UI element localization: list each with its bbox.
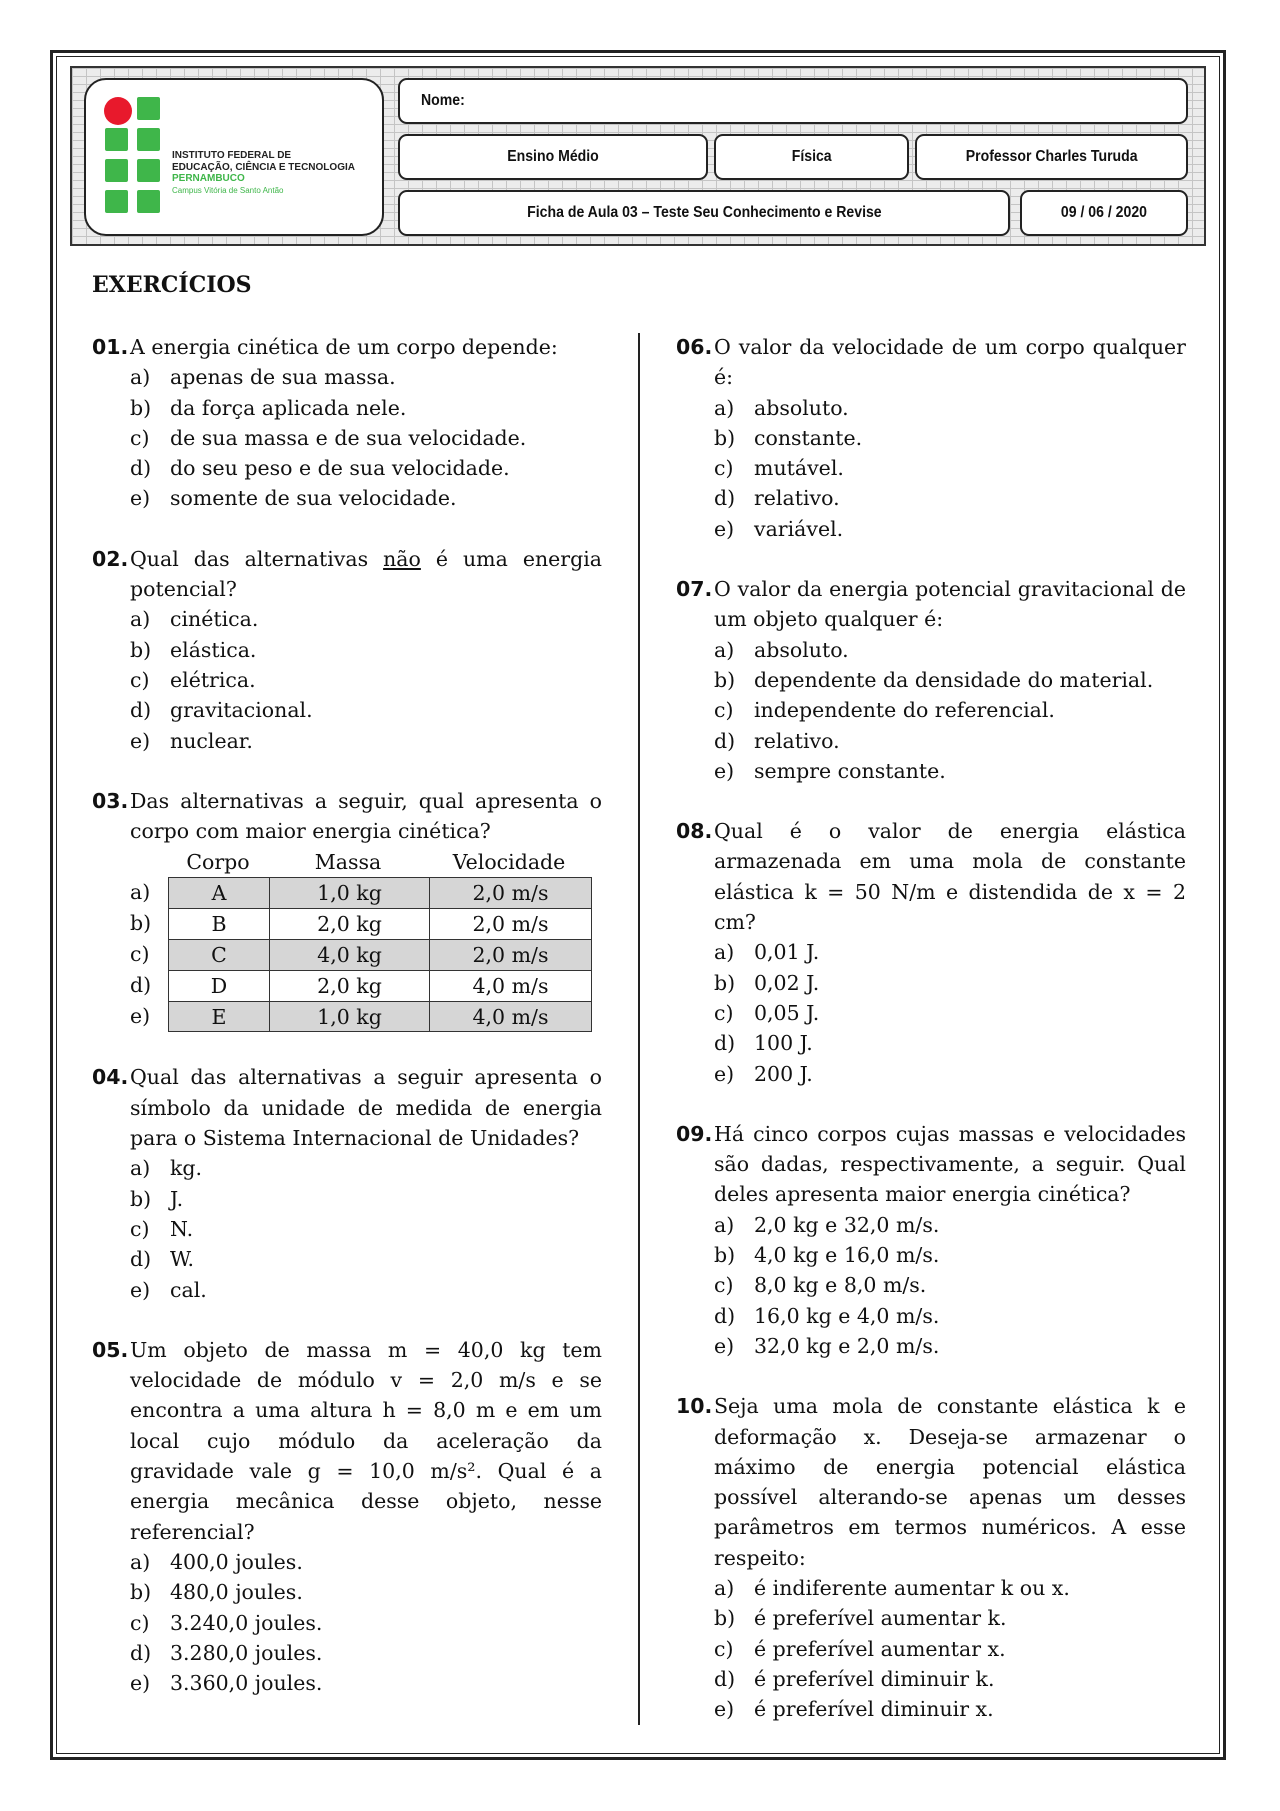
table-cell: A [211, 881, 227, 906]
question-text-pre: Qual das alternativas [130, 546, 384, 571]
logo-line-3: PERNAMBUCO [172, 173, 245, 184]
table-cell: 2,0 m/s [429, 909, 591, 939]
option-text: 200 J. [754, 1061, 813, 1086]
question-text: O valor da energia potencial gravitacional de um objeto qualquer é: [714, 577, 1186, 632]
option-text: 0,01 J. [754, 940, 820, 965]
option-text: 3.360,0 joules. [170, 1671, 323, 1696]
option-text: 4,0 kg e 16,0 m/s. [754, 1243, 940, 1268]
column-header: Velocidade [452, 850, 566, 875]
option[interactable] [130, 1153, 602, 1183]
table-cell: 2,0 kg [269, 909, 429, 939]
question-number: 01. [92, 335, 129, 359]
question-text: A energia cinética de um corpo depende: [130, 335, 558, 359]
option[interactable] [130, 1275, 602, 1305]
table-cell: 1,0 kg [269, 1002, 429, 1031]
right-column [676, 332, 1186, 1754]
option-letter: b) [714, 425, 736, 450]
option-text: dependente da densidade do material. [754, 667, 1154, 692]
name-label: Nome: [420, 92, 465, 109]
option[interactable] [130, 635, 602, 665]
bodies-table [130, 846, 602, 1032]
option-letter: e) [130, 486, 151, 511]
option-letter: a) [714, 1575, 735, 1600]
option[interactable] [130, 1577, 602, 1607]
option-letter: c) [130, 425, 150, 450]
question-number: 09. [676, 1121, 713, 1146]
question-number: 04. [92, 1065, 129, 1090]
question-10 [676, 1391, 1186, 1724]
option-letter: e) [130, 1671, 151, 1696]
option-text: 0,02 J. [754, 970, 820, 995]
option-text: da força aplicada nele. [170, 395, 407, 420]
option-letter: d) [130, 456, 152, 481]
logo-red-dot [104, 97, 132, 125]
option-letter: b) [130, 1186, 152, 1211]
logo-green-square [105, 190, 128, 213]
question-text: Um objeto de massa m = 40,0 kg tem velocidade de módulo v = 2,0 m/s e se encontra a uma altura h = 8,0 m e em um local cujo módulo da aceleração da gravidade vale g = 10,0 m/s². Qual é a energia mecânica desse objeto, nesse referencial? [130, 1337, 602, 1544]
option-letter: a) [714, 637, 735, 662]
question-text: O valor da velocidade de um corpo qualquer é: [714, 335, 1186, 390]
option-text: elástica. [170, 637, 257, 662]
option-text: é preferível diminuir k. [754, 1666, 995, 1691]
option-letter: c) [714, 456, 734, 481]
row-letter: d) [130, 973, 152, 998]
option[interactable] [130, 1214, 602, 1244]
option[interactable] [130, 362, 602, 392]
option-letter: e) [714, 1061, 735, 1086]
option-letter: c) [714, 698, 734, 723]
table-header [130, 846, 602, 877]
option-text: constante. [754, 425, 863, 450]
option[interactable] [714, 695, 1186, 725]
question-number: 05. [92, 1337, 129, 1362]
option-letter: b) [130, 1580, 152, 1605]
option[interactable] [714, 968, 1186, 998]
option-letter: e) [130, 1277, 151, 1302]
option[interactable] [714, 483, 1186, 513]
question-05 [92, 1335, 602, 1699]
option-text: 0,05 J. [754, 1000, 820, 1025]
left-column [92, 332, 602, 1728]
option[interactable] [714, 937, 1186, 967]
question-08 [676, 816, 1186, 1089]
option-letter: a) [714, 395, 735, 420]
logo-green-square [137, 128, 160, 151]
option-text: do seu peso e de sua velocidade. [170, 456, 510, 481]
option[interactable] [714, 756, 1186, 786]
option-text: é preferível diminuir x. [754, 1697, 994, 1722]
option-letter: c) [130, 1216, 150, 1241]
option-text: relativo. [754, 728, 840, 753]
question-text-post: é uma energia potencial? [130, 546, 602, 602]
option-text: é preferível aumentar k. [754, 1606, 1007, 1631]
row-letter: e) [130, 1004, 151, 1029]
table-cell: 2,0 kg [269, 971, 429, 1001]
question-06 [676, 332, 1186, 544]
option-text: 3.280,0 joules. [170, 1640, 323, 1665]
option-text: absoluto. [754, 637, 849, 662]
question-text-underlined: não [383, 546, 421, 571]
logo-line-4: Campus Vitória de Santo Antão [172, 185, 284, 195]
column-divider [638, 333, 640, 1725]
question-03 [92, 786, 602, 1033]
option[interactable] [130, 726, 602, 756]
option[interactable] [130, 1608, 602, 1638]
question-number: 06. [676, 335, 713, 359]
table-cell: C [211, 943, 227, 968]
option[interactable] [130, 1244, 602, 1274]
option-text: 480,0 joules. [170, 1580, 303, 1605]
table-cell: B [211, 912, 227, 937]
option[interactable] [130, 453, 602, 483]
option-text: sempre constante. [754, 758, 946, 783]
option-text: nuclear. [170, 728, 253, 753]
table-cell: 4,0 m/s [429, 1002, 591, 1031]
option-text: cinética. [170, 607, 259, 632]
option-text: de sua massa e de sua velocidade. [170, 425, 527, 450]
option[interactable] [130, 604, 602, 634]
table-row[interactable] [130, 970, 602, 1001]
option[interactable] [714, 1270, 1186, 1300]
table-cell: 2,0 m/s [429, 940, 591, 970]
option-letter: d) [130, 1247, 152, 1272]
option[interactable] [714, 1210, 1186, 1240]
teacher-box [915, 134, 1188, 180]
row-letter: a) [130, 880, 151, 905]
option[interactable] [714, 1301, 1186, 1331]
option-letter: d) [130, 1640, 152, 1665]
question-01 [92, 332, 602, 514]
table-cell: E [211, 1005, 227, 1030]
question-04 [92, 1062, 602, 1304]
option-letter: c) [714, 1636, 734, 1661]
logo-text [172, 150, 355, 196]
name-field[interactable] [398, 78, 1188, 124]
option[interactable] [714, 423, 1186, 453]
row-letter: b) [130, 911, 152, 936]
row-letter: c) [130, 942, 150, 967]
logo-green-square [137, 97, 160, 120]
option[interactable] [714, 1240, 1186, 1270]
level-box [398, 134, 708, 180]
question-number: 03. [92, 788, 129, 813]
option[interactable] [714, 1664, 1186, 1694]
option-text: elétrica. [170, 667, 256, 692]
subject-label: Física [791, 148, 832, 165]
question-text: Há cinco corpos cujas massas e velocidades são dadas, respectivamente, a seguir. Qual deles apresenta maior energia cinética? [714, 1121, 1186, 1207]
option-letter: e) [714, 516, 735, 541]
section-title: EXERCÍCIOS [92, 272, 252, 298]
question-02 [92, 544, 602, 756]
option-letter: d) [714, 486, 736, 511]
option-letter: b) [714, 667, 736, 692]
option-letter: b) [714, 970, 736, 995]
option-text: é indiferente aumentar k ou x. [754, 1575, 1070, 1600]
question-number: 02. [92, 546, 129, 571]
option-letter: a) [130, 1549, 151, 1574]
option[interactable] [714, 726, 1186, 756]
question-number: 10. [676, 1394, 713, 1419]
table-cell: 1,0 kg [269, 878, 429, 908]
logo-green-square [105, 128, 128, 151]
question-number: 08. [676, 819, 713, 844]
option[interactable] [714, 998, 1186, 1028]
table-cell: 4,0 m/s [429, 971, 591, 1001]
question-text: Das alternativas a seguir, qual apresenta o corpo com maior energia cinética? [130, 788, 602, 844]
option[interactable] [714, 1694, 1186, 1724]
option[interactable] [130, 695, 602, 725]
column-header: Massa [314, 850, 382, 875]
question-text [130, 544, 602, 605]
option[interactable] [714, 1603, 1186, 1633]
option-letter: c) [714, 1273, 734, 1298]
option[interactable] [714, 393, 1186, 423]
table-cell: D [210, 974, 228, 999]
option-letter: d) [130, 698, 152, 723]
option-text: 16,0 kg e 4,0 m/s. [754, 1303, 940, 1328]
option-text: J. [170, 1186, 184, 1211]
option[interactable] [714, 453, 1186, 483]
table-cell: 2,0 m/s [429, 878, 591, 908]
option[interactable] [130, 423, 602, 453]
option-text: W. [170, 1247, 195, 1272]
option-letter: a) [130, 365, 151, 390]
option-text: N. [170, 1216, 194, 1241]
question-text: Seja uma mola de constante elástica k e deformação x. Deseja-se armazenar o máximo de energia potencial elástica possível alterando-se apenas um desses parâmetros em termos numéricos. A esse respeito: [714, 1394, 1186, 1570]
option-letter: b) [714, 1243, 736, 1268]
institution-logo [84, 78, 384, 236]
option-text: é preferível aumentar x. [754, 1636, 1006, 1661]
option[interactable] [714, 1059, 1186, 1089]
option-text: gravitacional. [170, 698, 313, 723]
option-text: relativo. [754, 486, 840, 511]
option-letter: e) [714, 758, 735, 783]
option[interactable] [130, 483, 602, 513]
option-letter: e) [130, 728, 151, 753]
option[interactable] [714, 1573, 1186, 1603]
option[interactable] [130, 1668, 602, 1698]
option-letter: c) [130, 667, 150, 692]
option-letter: b) [130, 637, 152, 662]
question-09 [676, 1119, 1186, 1361]
option-text: 32,0 kg e 2,0 m/s. [754, 1333, 940, 1358]
option-letter: c) [130, 1610, 150, 1635]
option-letter: b) [130, 395, 152, 420]
logo-line-2: EDUCAÇÃO, CIÊNCIA E TECNOLOGIA [172, 161, 355, 173]
date-box [1020, 190, 1188, 236]
table-row[interactable] [130, 939, 602, 970]
option-text: 400,0 joules. [170, 1549, 303, 1574]
option[interactable] [130, 665, 602, 695]
logo-green-square [105, 159, 128, 182]
option-letter: d) [714, 1303, 736, 1328]
option-letter: d) [714, 728, 736, 753]
option-text: kg. [170, 1156, 203, 1181]
question-text: Qual é o valor de energia elástica armazenada em uma mola de constante elástica k = 50 N/m e distendida de x = 2 cm? [714, 819, 1186, 935]
option[interactable] [714, 1331, 1186, 1361]
logo-green-square [137, 190, 160, 213]
sheet-title-box [398, 190, 1010, 236]
column-header: Corpo [186, 850, 250, 875]
option[interactable] [714, 1634, 1186, 1664]
option-letter: b) [714, 1606, 736, 1631]
option-text: 8,0 kg e 8,0 m/s. [754, 1273, 927, 1298]
table-row[interactable] [130, 877, 602, 908]
option-letter: e) [714, 1697, 735, 1722]
option-text: 2,0 kg e 32,0 m/s. [754, 1212, 940, 1237]
question-number: 07. [676, 577, 713, 602]
sheet-title: Ficha de Aula 03 – Teste Seu Conhecimento e Revise [526, 204, 882, 221]
option-letter: a) [130, 607, 151, 632]
option-text: cal. [170, 1277, 207, 1302]
question-07 [676, 574, 1186, 786]
option-letter: a) [714, 940, 735, 965]
option-letter: a) [130, 1156, 151, 1181]
option[interactable] [714, 665, 1186, 695]
option[interactable] [130, 1547, 602, 1577]
option-letter: d) [714, 1666, 736, 1691]
option-text: apenas de sua massa. [170, 365, 396, 390]
option-text: somente de sua velocidade. [170, 486, 457, 511]
option[interactable] [714, 635, 1186, 665]
option-letter: e) [714, 1333, 735, 1358]
option-text: mutável. [754, 456, 844, 481]
option[interactable] [130, 393, 602, 423]
table-row[interactable] [130, 908, 602, 939]
subject-box [714, 134, 909, 180]
option-letter: c) [714, 1000, 734, 1025]
option-text: independente do referencial. [754, 698, 1055, 723]
logo-green-square [137, 159, 160, 182]
option-letter: a) [714, 1212, 735, 1237]
logo-line-1: INSTITUTO FEDERAL DE [172, 150, 292, 161]
option-text: absoluto. [754, 395, 849, 420]
table-cell: 4,0 kg [269, 940, 429, 970]
option-letter: d) [714, 1031, 736, 1056]
option[interactable] [714, 1028, 1186, 1058]
teacher-label: Professor Charles Turuda [965, 148, 1138, 165]
table-row[interactable] [130, 1001, 602, 1032]
option[interactable] [130, 1638, 602, 1668]
option-text: 3.240,0 joules. [170, 1610, 323, 1635]
date-label: 09 / 06 / 2020 [1060, 204, 1148, 221]
level-label: Ensino Médio [507, 148, 599, 165]
question-text: Qual das alternativas a seguir apresenta o símbolo da unidade de medida de energia para o Sistema Internacional de Unidades? [130, 1065, 602, 1151]
option-text: variável. [754, 516, 844, 541]
option[interactable] [130, 1184, 602, 1214]
option[interactable] [714, 514, 1186, 544]
option-text: 100 J. [754, 1031, 813, 1056]
